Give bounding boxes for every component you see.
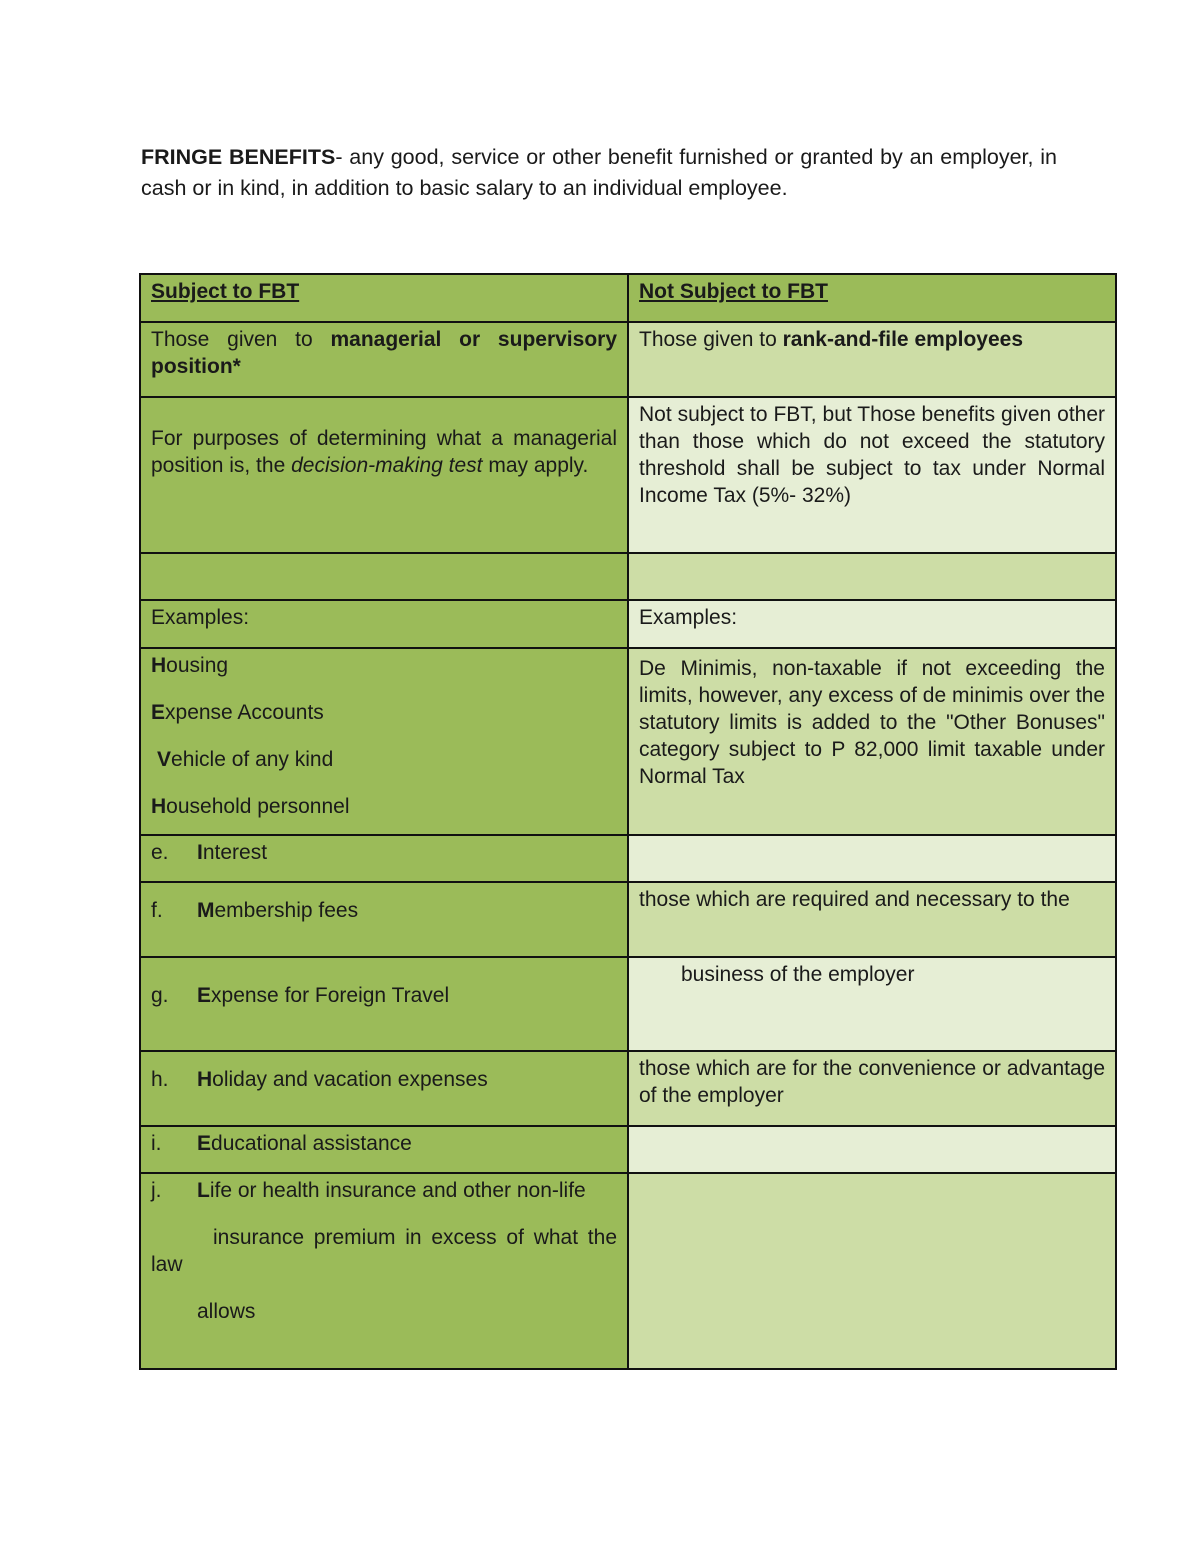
item-life-health-insurance: j. Life or health insurance and other non-life insurance premium in excess of what the law allows [140, 1173, 628, 1369]
item-foreign-travel: g. Expense for Foreign Travel [140, 957, 628, 1051]
list-item: Housing [151, 654, 229, 677]
table-row [140, 397, 1116, 553]
intro-paragraph [141, 142, 1057, 204]
convenience-of-employer-cell: those which are for the convenience or advantage of the employer [628, 1051, 1116, 1126]
business-of-employer-cell: business of the employer [628, 957, 1116, 1051]
normal-income-tax-cell: Not subject to FBT, but Those benefits given other than those which do not exceed the statutory threshold shall be subject to tax under Normal Income Tax (5%- 32%) [628, 397, 1116, 553]
table-row [140, 322, 1116, 397]
intro-definition: - any good, service or other benefit furnished or granted by an employer, in cash or in kind, in addition to basic salary to an individual employee. [141, 145, 1057, 200]
item-interest: e. Interest [140, 835, 628, 882]
list-item: Expense Accounts [151, 701, 324, 724]
empty-cell [628, 1173, 1116, 1369]
table-row [140, 600, 1116, 648]
header-not-subject-to-fbt: Not Subject to FBT [628, 274, 1116, 322]
fbt-table [139, 273, 1117, 1370]
examples-list-abcd [140, 648, 628, 835]
table-row [140, 1173, 1116, 1369]
de-minimis-cell: De Minimis, non-taxable if not exceeding the limits, however, any excess of de minimis over the statutory limits is added to the "Other Bonuses" category subject to P 82,000 limit taxable under Normal Tax [628, 648, 1116, 835]
list-item: Vehicle of any kind [157, 748, 334, 771]
table-row [140, 957, 1116, 1051]
list-item: Household personnel [151, 795, 350, 818]
empty-cell [628, 1126, 1116, 1173]
item-holiday-vacation: h. Holiday and vacation expenses [140, 1051, 628, 1126]
examples-label-left: Examples: [140, 600, 628, 648]
empty-cell [628, 835, 1116, 882]
table-row [140, 1126, 1116, 1173]
table-row [140, 835, 1116, 882]
managerial-cell: Those given to managerial or supervisory position* [140, 322, 628, 397]
table-row [140, 882, 1116, 957]
intro-term: FRINGE BENEFITS [141, 145, 336, 169]
table-row [140, 274, 1116, 322]
table-row [140, 553, 1116, 600]
required-necessary-cell: those which are required and necessary to the [628, 882, 1116, 957]
table-row [140, 1051, 1116, 1126]
table-row [140, 648, 1116, 835]
item-membership-fees: f. Membership fees [140, 882, 628, 957]
decision-making-cell: For purposes of determining what a managerial position is, the decision-making test may apply. [140, 397, 628, 553]
examples-label-right: Examples: [628, 600, 1116, 648]
empty-cell [140, 553, 628, 600]
header-subject-to-fbt: Subject to FBT [140, 274, 628, 322]
item-educational-assistance: i. Educational assistance [140, 1126, 628, 1173]
empty-cell [628, 553, 1116, 600]
rank-and-file-cell: Those given to rank-and-file employees [628, 322, 1116, 397]
